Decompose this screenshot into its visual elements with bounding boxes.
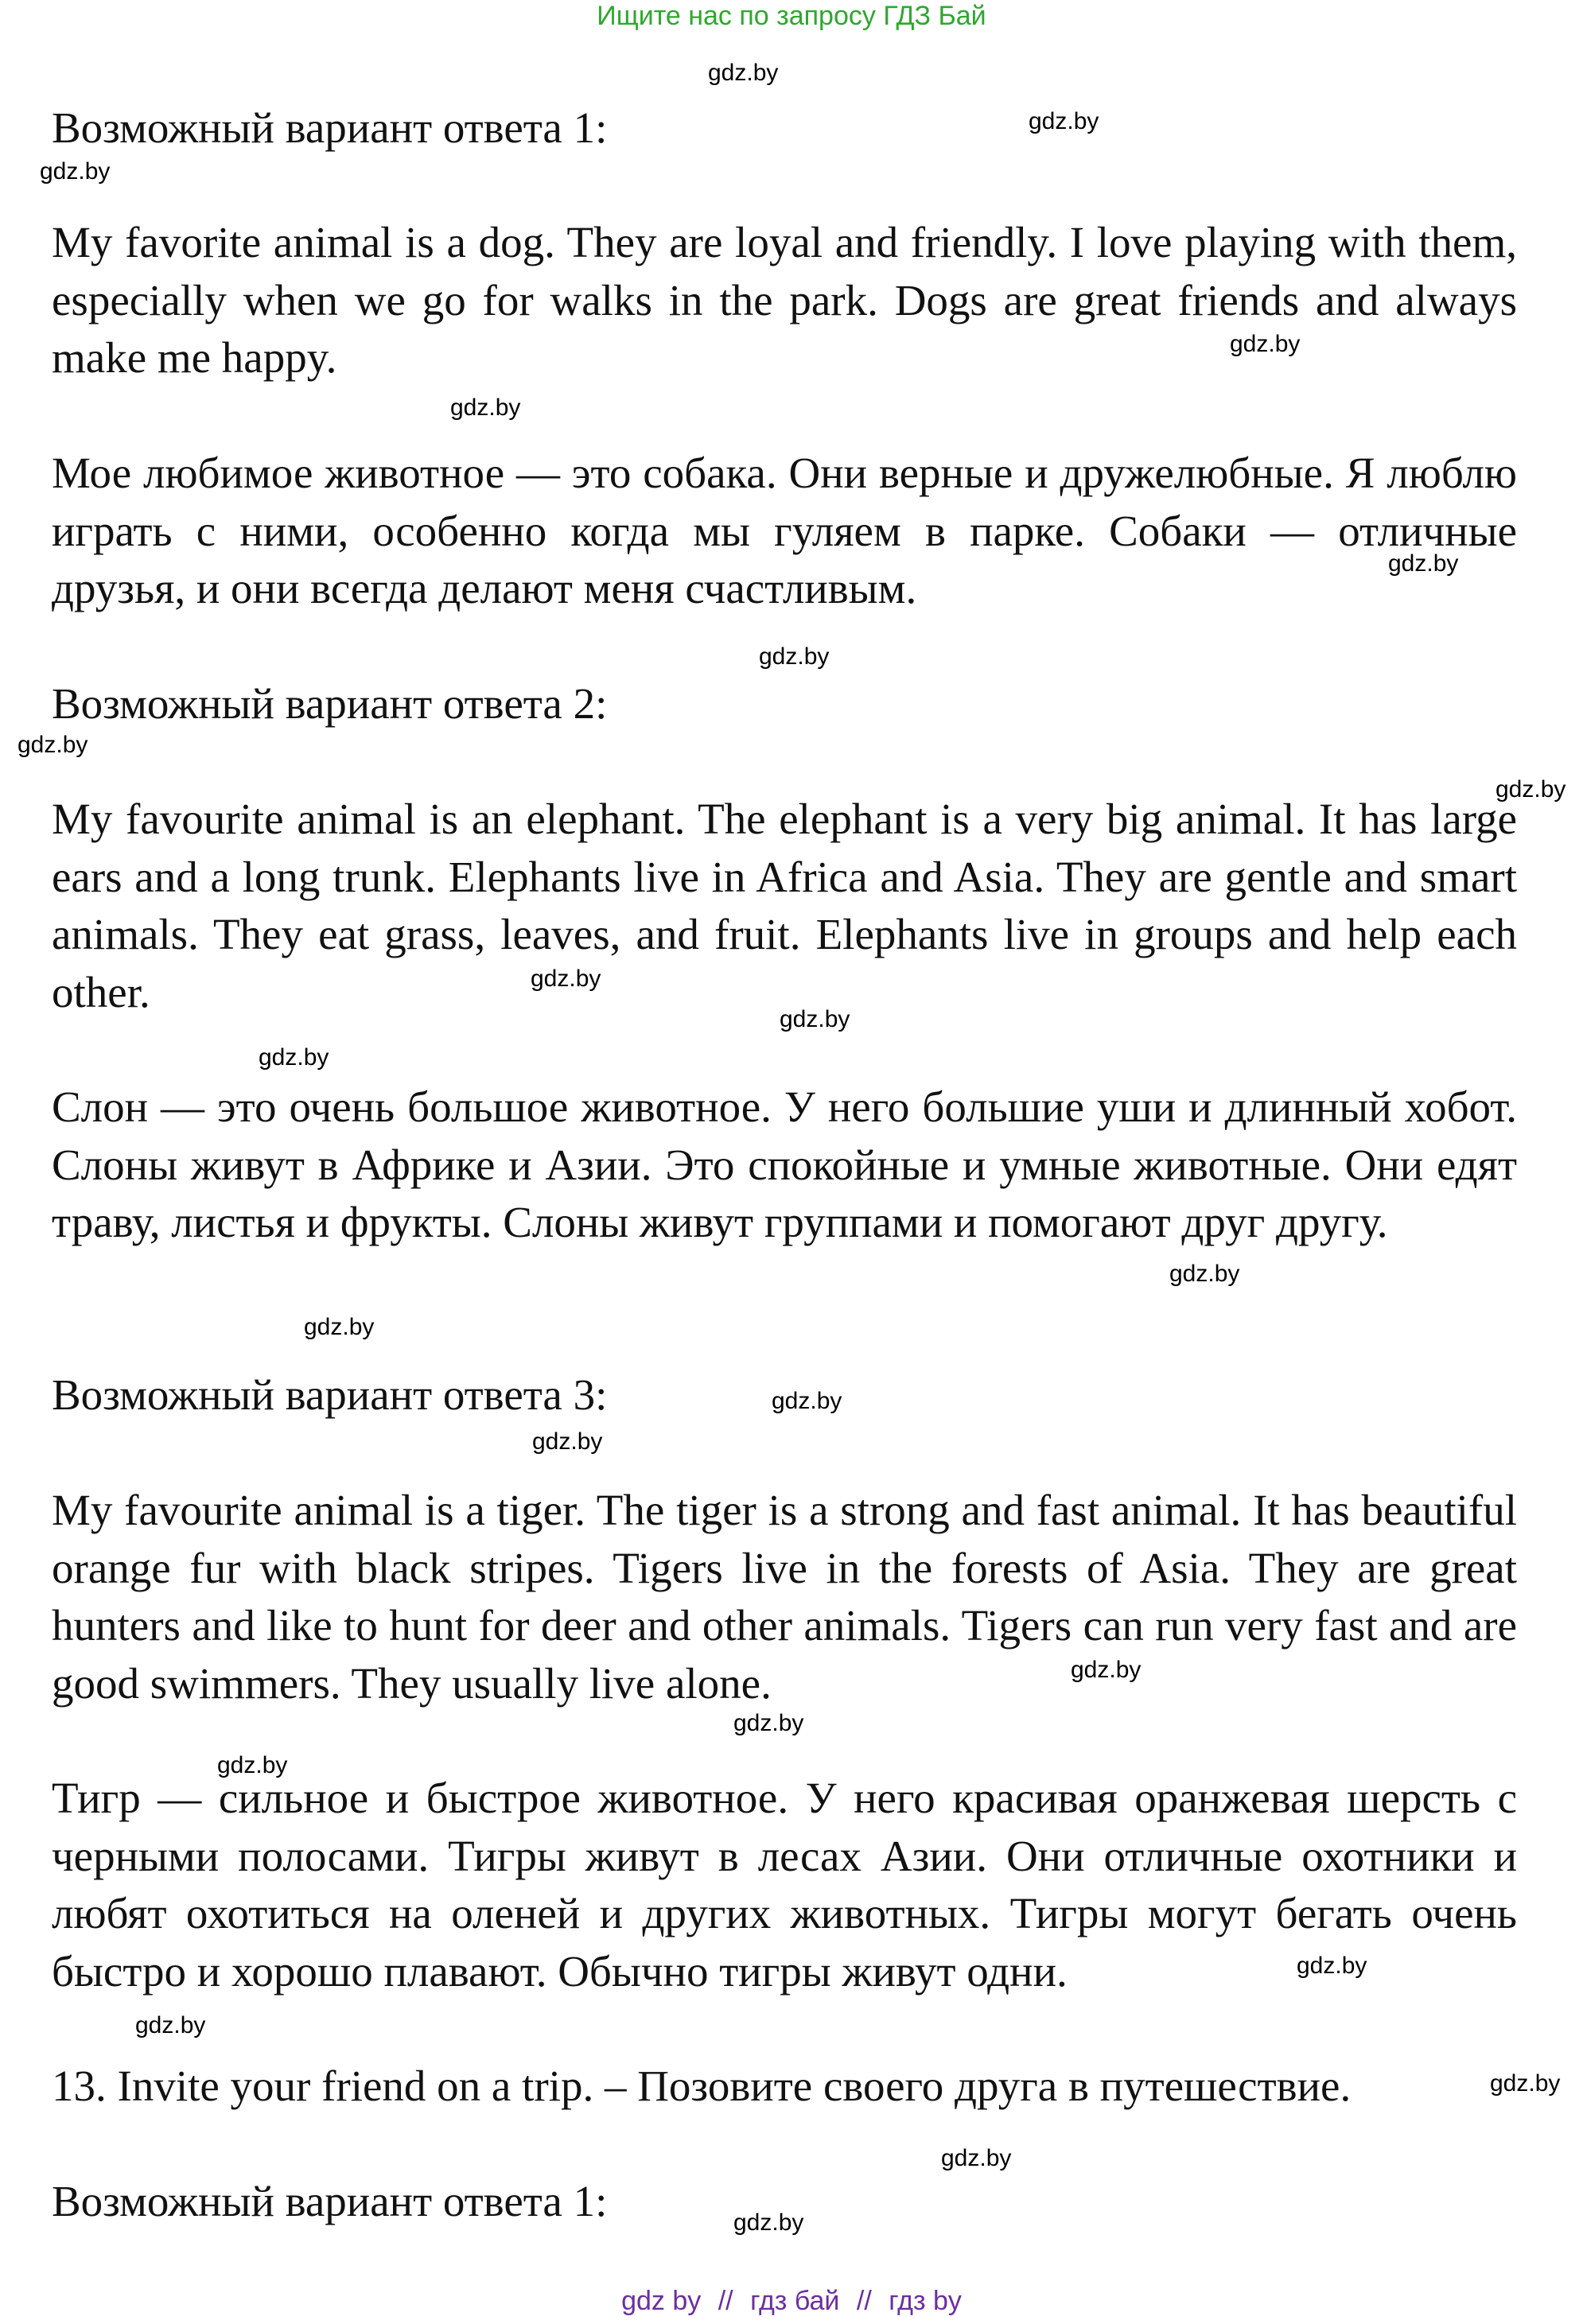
variant-1-russian-text: Мое любимое животное — это собака. Они верные и дружелюбные. Я люблю играть с ними, особенно когда мы гуляем в парке. Собаки — отличные друзья, и они всегда делают меня счастливым. — [52, 449, 1517, 612]
watermark: gdz.by — [733, 1710, 804, 1736]
watermark: gdz.by — [1297, 1953, 1367, 1979]
watermark: gdz.by — [135, 2012, 206, 2038]
footer-link-gdz-by[interactable]: gdz by — [621, 2286, 702, 2316]
watermark: gdz.by — [941, 2145, 1012, 2171]
watermark: gdz.by — [217, 1752, 288, 1778]
watermark: gdz.by — [18, 732, 88, 758]
variant-1-heading: Возможный вариант ответа 1: — [52, 103, 608, 152]
variant-3-russian-text: Тигр — сильное и быстрое животное. У него красивая оранжевая шерсть с черными полосами. Тигры живут в лесах Азии. Они отличные охотники и любят охотиться на оленей и других животных. Тигры могут бегать очень быстро и хорошо плавают. Обычно тигры живут одни. — [52, 1774, 1517, 1996]
footer-separator: // — [856, 2286, 872, 2316]
variant-1-english-text: My favorite animal is a dog. They are loyal and friendly. I love playing with them, especially when we go for walks in the park. Dogs are great friends and always make me happy. — [52, 218, 1517, 382]
footer-link-gdz-by-ru[interactable]: гдз by — [889, 2286, 962, 2316]
watermark: gdz.by — [304, 1314, 375, 1340]
watermark: gdz.by — [1169, 1261, 1240, 1287]
variant-3-heading: Возможный вариант ответа 3: — [52, 1370, 608, 1419]
watermark: gdz.by — [708, 60, 779, 86]
variant-3-english-text: My favourite animal is a tiger. The tiger is a strong and fast animal. It has beautiful orange fur with black stripes. Tigers live in the forests of Asia. They are great hunters and like to hunt for deer and other animals. Tigers can run very fast and are good swimmers. They usually live alone. — [52, 1486, 1517, 1708]
watermark: gdz.by — [780, 1006, 850, 1032]
watermark: gdz.by — [531, 966, 601, 992]
variant-2-english-text: My favourite animal is an elephant. The elephant is a very big animal. It has large ears and a long trunk. Elephants live in Africa and Asia. They are gentle and smart animals. They eat grass, leaves, and fruit. Elephants live in groups and help each other. — [52, 795, 1517, 1016]
watermark: gdz.by — [450, 394, 521, 421]
watermark: gdz.by — [1388, 550, 1459, 577]
watermark: gdz.by — [1495, 776, 1566, 803]
watermark: gdz.by — [1230, 331, 1301, 357]
watermark: gdz.by — [259, 1044, 329, 1071]
watermark: gdz.by — [759, 643, 830, 670]
watermark: gdz.by — [532, 1428, 603, 1455]
top-banner: Ищите нас по запросу ГДЗ Бай — [597, 1, 986, 31]
variant-2-heading: Возможный вариант ответа 2: — [52, 679, 608, 728]
watermark: gdz.by — [40, 158, 111, 185]
task-13-variant-1-heading: Возможный вариант ответа 1: — [52, 2177, 608, 2225]
task-13-heading: 13. Invite your friend on a trip. – Позовите своего друга в путешествие. — [52, 2062, 1352, 2110]
watermark: gdz.by — [1071, 1657, 1142, 1683]
footer-link-gdz-bai[interactable]: гдз бай — [750, 2286, 840, 2316]
variant-2-russian-text: Слон — это очень большое животное. У него большие уши и длинный хобот. Слоны живут в Африке и Азии. Это спокойные и умные животные. Они едят траву, листья и фрукты. Слоны живут группами и помогают друг другу. — [52, 1082, 1517, 1246]
watermark: gdz.by — [733, 2209, 804, 2236]
watermark: gdz.by — [772, 1388, 842, 1414]
watermark: gdz.by — [1029, 108, 1099, 134]
footer-separator: // — [718, 2286, 733, 2316]
watermark: gdz.by — [1490, 2070, 1561, 2097]
footer-links — [0, 2285, 1583, 2317]
